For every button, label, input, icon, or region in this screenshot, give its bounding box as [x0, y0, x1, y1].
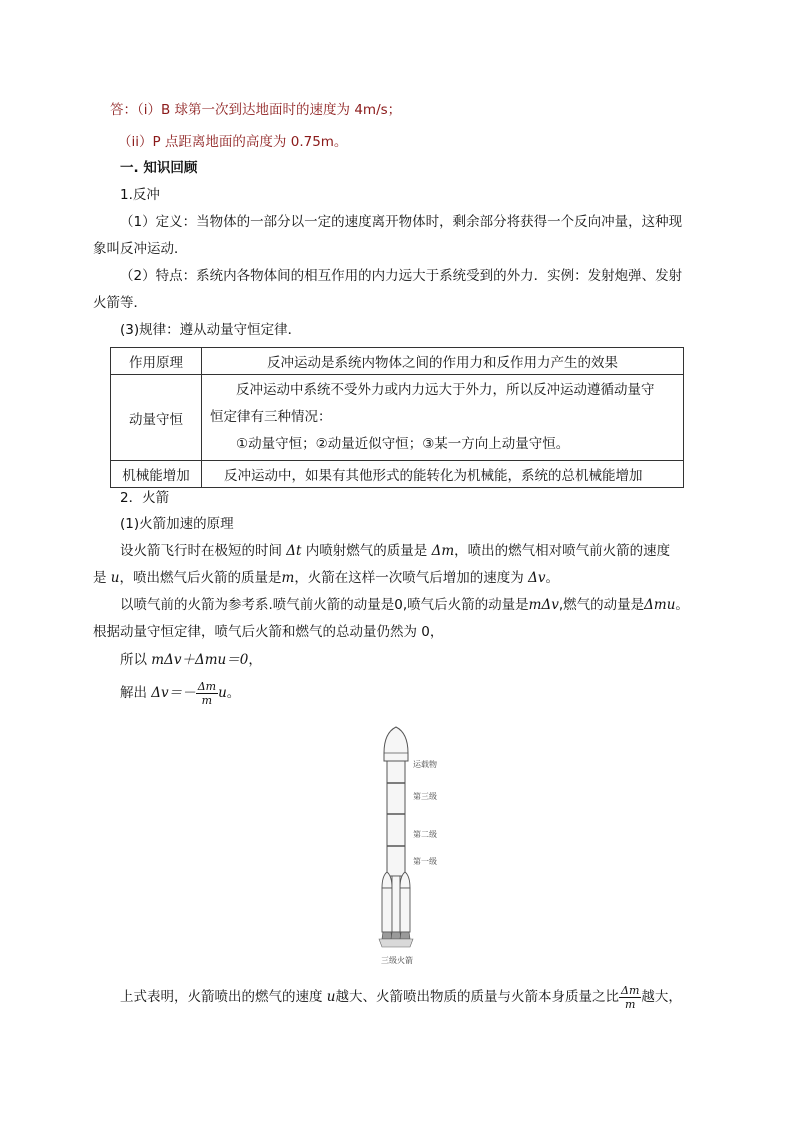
table-row-content [202, 375, 684, 461]
symbol-u: u [218, 685, 227, 701]
fraction-denominator: m [201, 693, 213, 707]
text-segment: ，火箭在这样一次喷气后增加的速度为 [294, 570, 524, 586]
text-segment: ,燃气的动量是 [558, 597, 645, 613]
text-segment: 越大、火箭喷出物质的质量与火箭本身质量之比 [335, 989, 619, 1005]
text-segment: 。 [226, 685, 241, 701]
fraction-numerator: Δm [621, 983, 640, 997]
conclusion-line [120, 982, 682, 1012]
launch-base [379, 939, 413, 947]
table-row [111, 348, 684, 375]
symbol-delta-t: Δt [286, 543, 302, 559]
label-stage-1: 第一级 [413, 857, 437, 866]
nozzle [391, 932, 401, 939]
table-row-content: 反冲运动中，如果有其他形式的能转化为机械能，系统的总机械能增加 [202, 461, 684, 488]
rocket-paragraph-line-4: 根据动量守恒定律，喷气后火箭和燃气的总动量仍然为 0， [93, 624, 444, 640]
text-segment: 是 [93, 570, 107, 586]
fanchong-definition-line-2: 象叫反冲运动． [93, 241, 188, 257]
label-stage-3: 第三级 [413, 792, 437, 801]
table-row-label: 动量守恒 [111, 375, 202, 461]
table-row [111, 461, 684, 488]
table-row-label: 机械能增加 [111, 461, 202, 488]
text-segment: 设火箭飞行时在极短的时间 [120, 543, 282, 559]
nozzle [382, 932, 392, 939]
rocket-heading: 2．火箭 [120, 490, 170, 506]
symbol-m-delta-v: mΔv [528, 597, 559, 613]
label-stage-2: 第二级 [413, 830, 437, 839]
text-segment: ，喷出燃气后火箭的质量是 [119, 570, 282, 586]
answer-line-1: 答：（i）B 球第一次到达地面时的速度为 4m/s； [110, 102, 402, 118]
label-payload: 运载物 [413, 760, 437, 769]
fanchong-table [110, 347, 684, 488]
fraction-numerator: Δm [197, 679, 217, 693]
fraction-denominator: m [624, 997, 636, 1011]
solution-line [120, 678, 240, 708]
text-segment: ，喷出的燃气相对喷气前火箭的速度 [454, 543, 671, 559]
text-segment: 。 [545, 570, 559, 586]
rocket-paragraph-line-3 [120, 595, 689, 615]
momentum-equation-line [120, 650, 262, 670]
fraction-dm-over-m [619, 984, 641, 1011]
text-segment: 。 [675, 597, 689, 613]
answer-line-2: （ii）P 点距离地面的高度为 0.75m。 [118, 134, 348, 150]
text-segment: ， [248, 652, 262, 668]
booster-right [400, 888, 410, 932]
fanchong-feature-line-2: 火箭等． [93, 295, 147, 311]
table-cell-line: 恒定律有三种情况： [210, 409, 332, 425]
section-title: 一. 知识回顾 [120, 160, 198, 176]
diagram-caption: 三级火箭 [381, 956, 413, 965]
rocket-paragraph-line-1 [120, 541, 670, 561]
fraction-dm-over-m [196, 680, 218, 707]
rocket-subheading: (1)火箭加速的原理 [120, 516, 234, 532]
text-segment: 上式表明，火箭喷出的燃气的速度 [120, 989, 323, 1005]
solution-lhs: Δv＝－ [151, 685, 196, 701]
text-segment: 解出 [120, 685, 147, 701]
three-stage-rocket-diagram [370, 725, 450, 970]
table-row-content: 反冲运动是系统内物体之间的作用力和反作用力产生的效果 [202, 348, 684, 375]
symbol-delta-m-u: Δmu [644, 597, 676, 613]
fanchong-feature-line-1: （2）特点：系统内各物体间的相互作用的内力远大于系统受到的外力．实例：发射炮弹、发射 [120, 268, 683, 284]
symbol-u: u [110, 570, 120, 586]
rocket-nose-cone [384, 727, 408, 761]
table-row-label: 作用原理 [111, 348, 202, 375]
booster-left [382, 888, 392, 932]
symbol-delta-v: Δv [528, 570, 546, 586]
rocket-paragraph-line-2 [93, 568, 559, 588]
momentum-equation: mΔv＋Δmu＝0 [151, 652, 249, 668]
text-segment: 越大， [641, 989, 682, 1005]
table-cell-line: ①动量守恒；②动量近似守恒；③某一方向上动量守恒。 [236, 436, 570, 452]
fanchong-rule: (3)规律：遵从动量守恒定律． [120, 322, 302, 338]
fanchong-heading: 1.反冲 [120, 187, 160, 203]
rocket-body [387, 761, 405, 876]
symbol-m: m [281, 570, 295, 586]
text-segment: 以喷气前的火箭为参考系.喷气前火箭的动量是0,喷气后火箭的动量是 [120, 597, 529, 613]
nozzle [400, 932, 410, 939]
table-row [111, 375, 684, 461]
core-lower-section [392, 876, 400, 932]
table-cell-line: 反冲运动中系统不受外力或内力远大于外力，所以反冲运动遵循动量守 [236, 382, 655, 398]
symbol-u: u [326, 989, 336, 1005]
fanchong-definition-line-1: （1）定义：当物体的一部分以一定的速度离开物体时，剩余部分将获得一个反向冲量，这种现 [120, 214, 683, 230]
text-segment: 所以 [120, 652, 147, 668]
text-segment: 内喷射燃气的质量是 [305, 543, 428, 559]
symbol-delta-m: Δm [431, 543, 455, 559]
